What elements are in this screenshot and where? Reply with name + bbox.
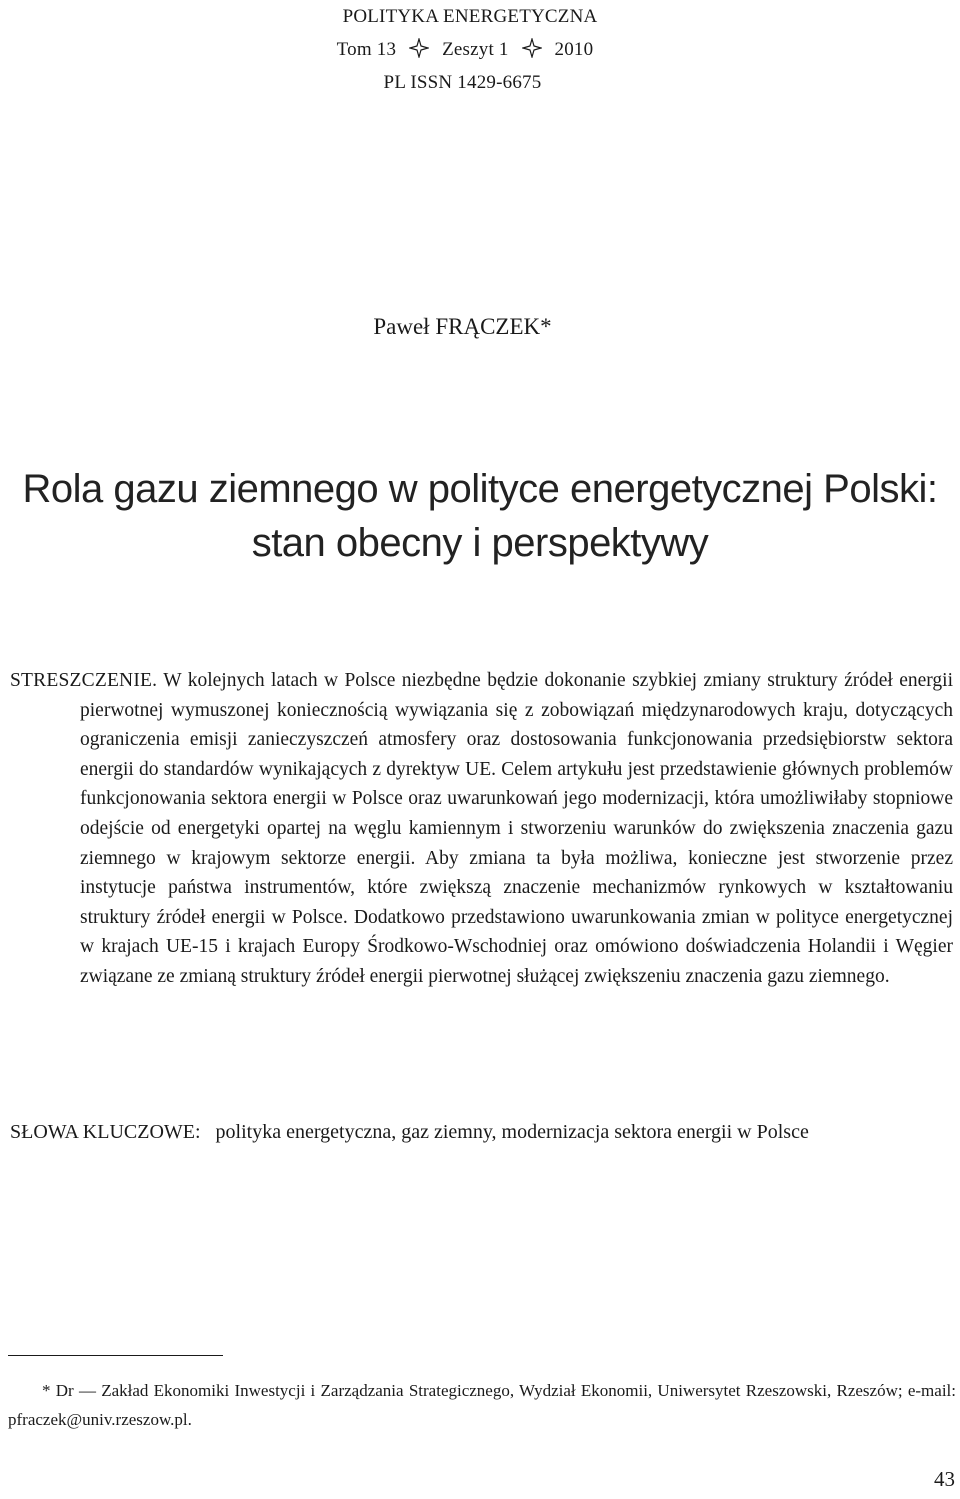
footnote-divider	[8, 1355, 223, 1356]
abstract	[10, 666, 953, 992]
journal-name: POLITYKA ENERGETYCZNA	[342, 6, 598, 27]
journal-header	[0, 0, 960, 99]
open-star-icon	[522, 38, 542, 58]
keywords-label: SŁOWA KLUCZOWE:	[10, 1121, 201, 1143]
author-last-name: FRĄCZEK	[435, 314, 541, 339]
author-first-name: Paweł	[373, 314, 430, 339]
open-star-icon	[409, 38, 429, 58]
keywords	[10, 1117, 953, 1147]
footnote-text: * Dr — Zakład Ekonomiki Inwestycji i Zarządzania Strategicznego, Wydział Ekonomii, Uniwersytet Rzeszowski, Rzeszów; e-mail: pfraczek@univ.rzeszow.pl.	[8, 1381, 956, 1429]
volume-issue-line	[0, 33, 960, 66]
abstract-paragraph	[10, 666, 953, 992]
title-line-1: Rola gazu ziemnego w polityce energetycznej Polski:	[22, 467, 938, 511]
author-footnote-mark: *	[540, 314, 552, 339]
issn: PL ISSN 1429-6675	[383, 72, 542, 93]
article-title	[0, 462, 960, 570]
author-line	[0, 312, 960, 342]
page-number: 43	[934, 1467, 955, 1491]
issue: Zeszyt 1	[442, 39, 509, 60]
abstract-text: W kolejnych latach w Polsce niezbędne będzie dokonanie szybkiej zmiany struktury źródeł energii pierwotnej wymuszonej koniecznością wywiązania się z zobowiązań międzynarodowych kraju, dotyczących ograniczenia emisji zanieczyszczeń atmosfery oraz dostosowania funkcjonowania przedsiębiorstw sektora energii do standardów wynikających z dyrektyw UE. Celem artykułu jest przedstawienie głównych problemów funkcjonowania sektora energii w Polsce oraz uwarunkowań jego modernizacji, która umożliwiłaby stopniowe odejście od energetyki opartej na węglu kamiennym i stworzeniu warunków do zwiększenia znaczenia gazu ziemnego w krajowym sektorze energii. Aby zmiana ta była możliwa, konieczne jest stworzenie przez instytucje państwa instrumentów, które zwiększą znaczenie mechanizmów rynkowych w kształtowaniu struktury źródeł energii w Polsce. Dodatkowo przedstawiono uwarunkowania zmian w polityce energetycznej w krajach UE-15 i krajach Europy Środkowo-Wschodniej oraz omówiono doświadczenia Holandii i Węgier związane ze zmianą struktury źródeł energii pierwotnej służącej zwiększeniu znaczenia gazu ziemnego.	[80, 670, 953, 987]
year: 2010	[554, 39, 594, 60]
volume: Tom 13	[336, 39, 397, 60]
title-line-2: stan obecny i perspektywy	[251, 521, 709, 565]
keywords-text: polityka energetyczna, gaz ziemny, modernizacja sektora energii w Polsce	[215, 1121, 809, 1143]
abstract-label: STRESZCZENIE.	[10, 670, 158, 691]
footnote	[8, 1376, 956, 1434]
